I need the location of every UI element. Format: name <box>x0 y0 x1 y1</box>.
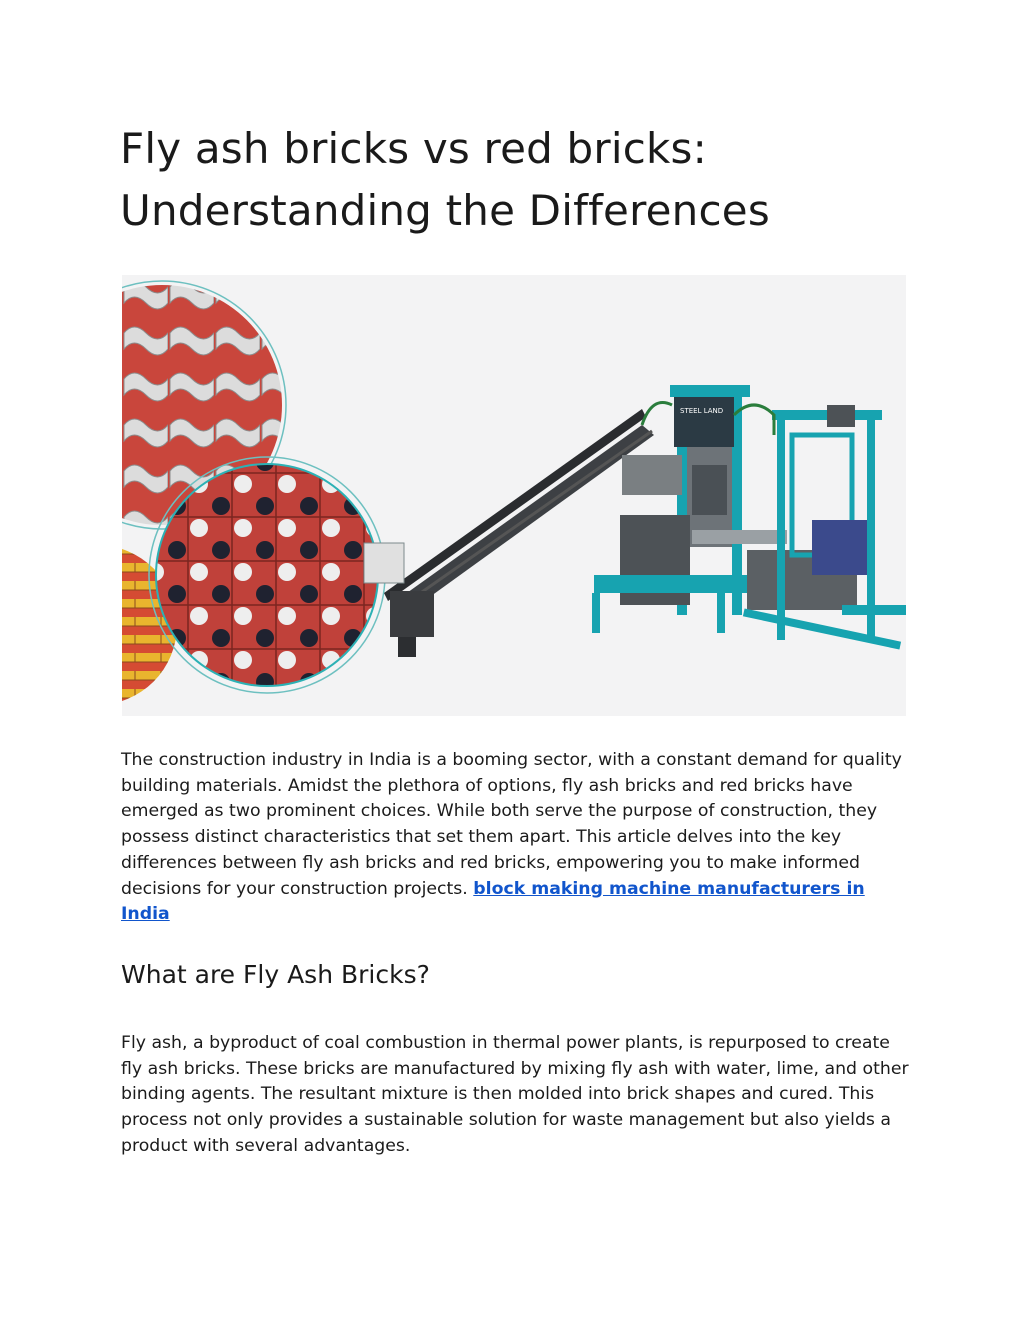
page-title <box>120 118 920 242</box>
hero-image <box>122 275 906 716</box>
machine-brand-text: STEEL LAND <box>680 407 724 415</box>
title-line-1: Fly ash bricks vs red bricks: <box>120 124 707 173</box>
intro-text: The construction industry in India is a booming sector, with a constant demand for quality building materials. Amidst the plethora of options, fly ash bricks and red bricks have emerged as two prominent choices. While both serve the purpose of construction, they possess distinct characteristics that set them apart. This article delves into the key differences between fly ash bricks and red bricks, empowering you to make informed decisions for your construction projects. <box>121 750 902 899</box>
title-line-2: Understanding the Differences <box>120 186 770 235</box>
block-making-machine-link[interactable]: block making machine manufacturers in India <box>121 878 865 925</box>
section-paragraph: Fly ash, a byproduct of coal combustion in thermal power plants, is repurposed to create fly ash bricks. These bricks are manufactured by mixing fly ash with water, lime, and other binding agents. The resultant mixture is then molded into brick shapes and cured. This process not only provides a sustainable solution for waste management but also yields a product with several advantages. <box>121 1033 909 1156</box>
intro-paragraph <box>121 748 911 928</box>
section-heading: What are Fly Ash Bricks? <box>121 960 430 989</box>
